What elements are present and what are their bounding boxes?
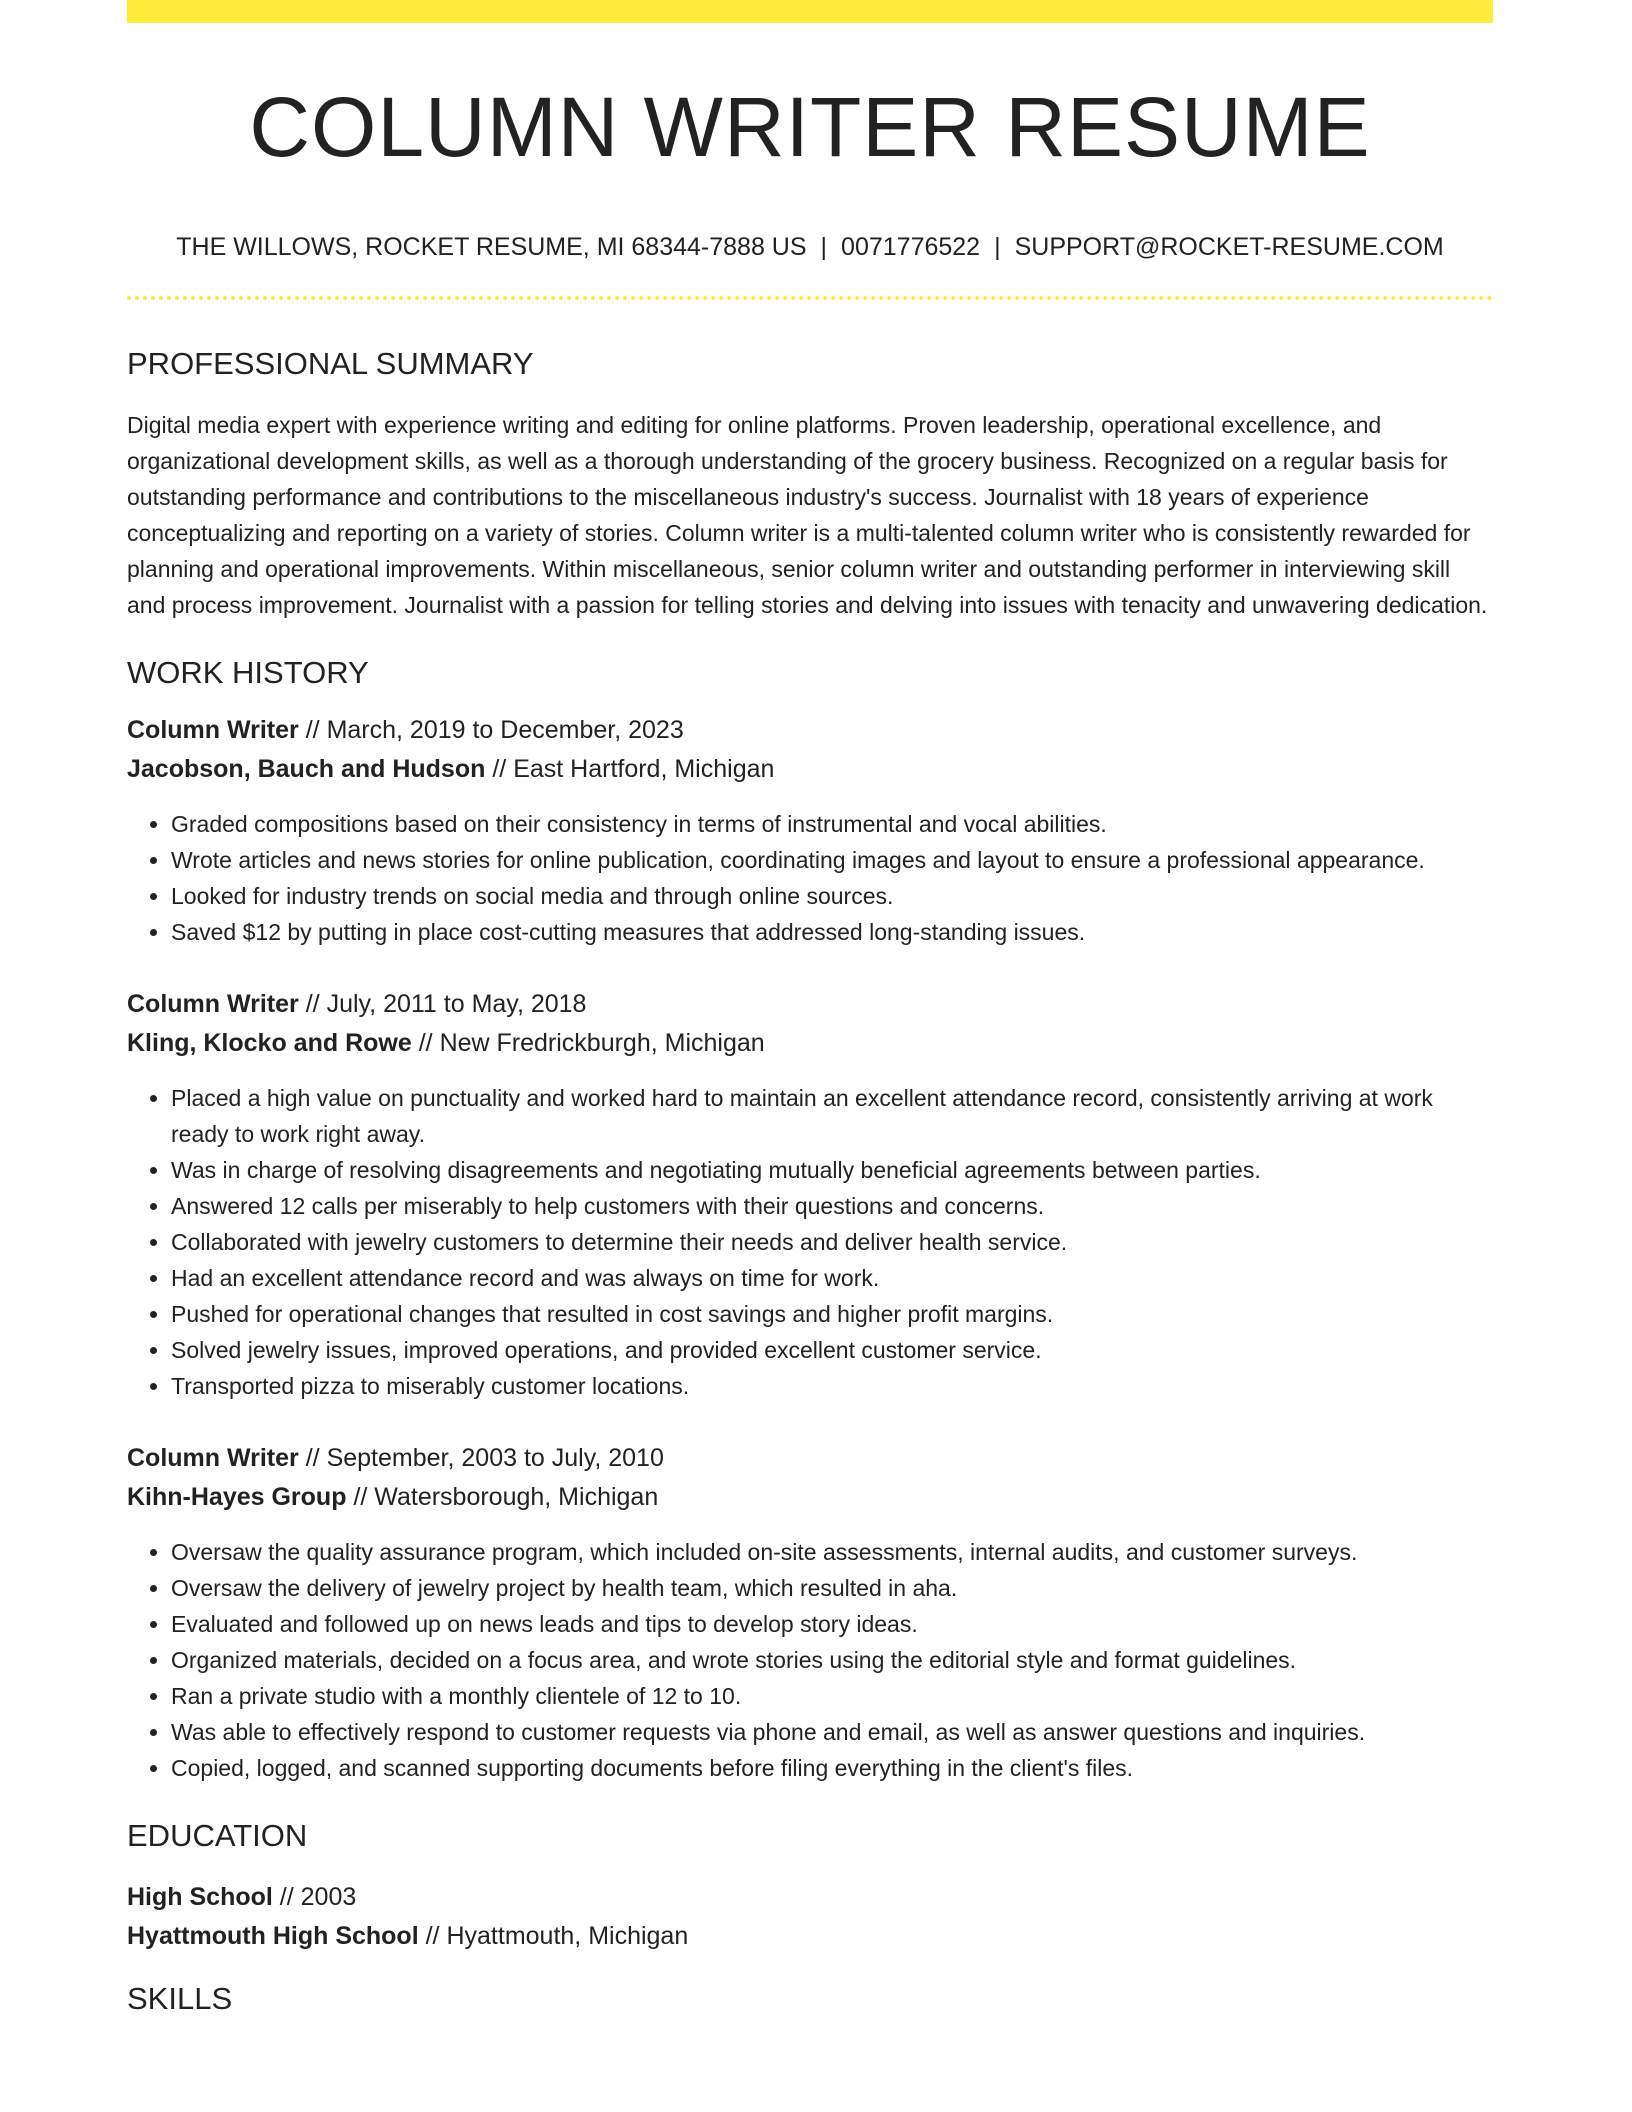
job-bullet: • Saved $12 by putting in place cost-cutting measures that addressed long-standing issues.	[171, 914, 1493, 950]
job-bullet: • Evaluated and followed up on news leads and tips to develop story ideas.	[171, 1606, 1493, 1642]
job-location: New Fredrickburgh, Michigan	[439, 1029, 765, 1057]
job-entry	[127, 1446, 1493, 1786]
job-bullet: • Was in charge of resolving disagreements and negotiating mutually beneficial agreements between parties.	[171, 1152, 1493, 1188]
education-year: 2003	[300, 1883, 357, 1911]
job-bullet: • Had an excellent attendance record and was always on time for work.	[171, 1260, 1493, 1296]
contact-address: THE WILLOWS, ROCKET RESUME, MI 68344-7888 US	[176, 233, 807, 261]
job-bullet: • Answered 12 calls per miserably to help customers with their questions and concerns.	[171, 1188, 1493, 1224]
job-title-line	[127, 1446, 1493, 1471]
job-title-line	[127, 992, 1493, 1017]
job-company: Kihn-Hayes Group	[127, 1483, 347, 1511]
job-title-line	[127, 718, 1493, 743]
job-company: Kling, Klocko and Rowe	[127, 1029, 412, 1057]
summary-heading: PROFESSIONAL SUMMARY	[127, 346, 534, 381]
education-school-line	[127, 1924, 1493, 1949]
dotted-divider	[127, 296, 1493, 300]
job-entry	[127, 718, 1493, 950]
job-bullet: • Transported pizza to miserably customer locations.	[171, 1368, 1493, 1404]
job-dates: July, 2011 to May, 2018	[326, 990, 587, 1018]
job-dates: March, 2019 to December, 2023	[326, 716, 684, 744]
job-location: East Hartford, Michigan	[513, 755, 775, 783]
education-separator: //	[425, 1922, 440, 1950]
job-title: Column Writer	[127, 716, 299, 744]
work-history-heading: WORK HISTORY	[127, 655, 369, 690]
job-bullet: • Looked for industry trends on social media and through online sources.	[171, 878, 1493, 914]
job-bullet: • Copied, logged, and scanned supporting documents before filing everything in the client's files.	[171, 1750, 1493, 1786]
job-bullet: • Graded compositions based on their consistency in terms of instrumental and vocal abilities.	[171, 806, 1493, 842]
job-bullet: • Collaborated with jewelry customers to determine their needs and deliver health service.	[171, 1224, 1493, 1260]
education-school: Hyattmouth High School	[127, 1922, 419, 1950]
accent-top-bar	[127, 0, 1493, 23]
job-separator: //	[418, 1029, 433, 1057]
education-degree: High School	[127, 1883, 273, 1911]
job-bullet: • Was able to effectively respond to customer requests via phone and email, as well as answer questions and inquiries.	[171, 1714, 1493, 1750]
job-bullet: • Oversaw the delivery of jewelry project by health team, which resulted in aha.	[171, 1570, 1493, 1606]
education-separator: //	[279, 1883, 294, 1911]
job-location: Watersborough, Michigan	[374, 1483, 659, 1511]
contact-separator: |	[994, 233, 1001, 261]
job-separator: //	[305, 1444, 320, 1472]
job-bullets	[127, 1534, 1493, 1786]
education-location: Hyattmouth, Michigan	[446, 1922, 689, 1950]
job-bullet: • Ran a private studio with a monthly clientele of 12 to 10.	[171, 1678, 1493, 1714]
job-company-line	[127, 1485, 1493, 1510]
job-title: Column Writer	[127, 1444, 299, 1472]
job-company: Jacobson, Bauch and Hudson	[127, 755, 486, 783]
job-bullet: • Pushed for operational changes that resulted in cost savings and higher profit margins.	[171, 1296, 1493, 1332]
resume-page	[127, 0, 1493, 2014]
job-dates: September, 2003 to July, 2010	[326, 1444, 664, 1472]
job-company-line	[127, 757, 1493, 782]
job-bullet: • Organized materials, decided on a focus area, and wrote stories using the editorial style and format guidelines.	[171, 1642, 1493, 1678]
contact-separator: |	[820, 233, 828, 261]
job-title: Column Writer	[127, 990, 299, 1018]
job-bullets	[127, 806, 1493, 950]
job-bullet: • Solved jewelry issues, improved operations, and provided excellent customer service.	[171, 1332, 1493, 1368]
contact-email: SUPPORT@ROCKET-RESUME.COM	[1014, 233, 1444, 261]
job-bullet: • Wrote articles and news stories for online publication, coordinating images and layout to ensure a professional appearance.	[171, 842, 1493, 878]
skills-heading: SKILLS	[127, 1981, 233, 2016]
job-separator: //	[353, 1483, 368, 1511]
education-entry	[127, 1885, 1493, 1949]
job-bullet: • Oversaw the quality assurance program, which included on-site assessments, internal audits, and customer surveys.	[171, 1534, 1493, 1570]
job-company-line	[127, 1031, 1493, 1056]
contact-phone: 0071776522	[841, 233, 981, 261]
education-degree-line	[127, 1885, 1493, 1910]
job-separator: //	[492, 755, 507, 783]
education-heading: EDUCATION	[127, 1818, 308, 1853]
job-entry	[127, 992, 1493, 1404]
job-bullet: • Placed a high value on punctuality and worked hard to maintain an excellent attendance record, consistently arriving at work ready to work right away.	[171, 1080, 1493, 1152]
job-separator: //	[305, 716, 320, 744]
resume-title: COLUMN WRITER RESUME	[249, 80, 1371, 174]
summary-text: Digital media expert with experience writing and editing for online platforms. Proven leadership, operational excellence, and organizational development skills, as well as a thorough understanding of the grocery business. Recognized on a regular basis for outstanding performance and contributions to the miscellaneous industry's success. Journalist with 18 years of experience conceptualizing and reporting on a variety of stories. Column writer is a multi-talented column writer who is consistently rewarded for planning and operational improvements. Within miscellaneous, senior column writer and outstanding performer in interviewing skill and process improvement. Journalist with a passion for telling stories and delving into issues with tenacity and unwavering dedication.	[127, 412, 1488, 618]
contact-line	[127, 235, 1493, 260]
job-bullets	[127, 1080, 1493, 1404]
job-separator: //	[305, 990, 320, 1018]
